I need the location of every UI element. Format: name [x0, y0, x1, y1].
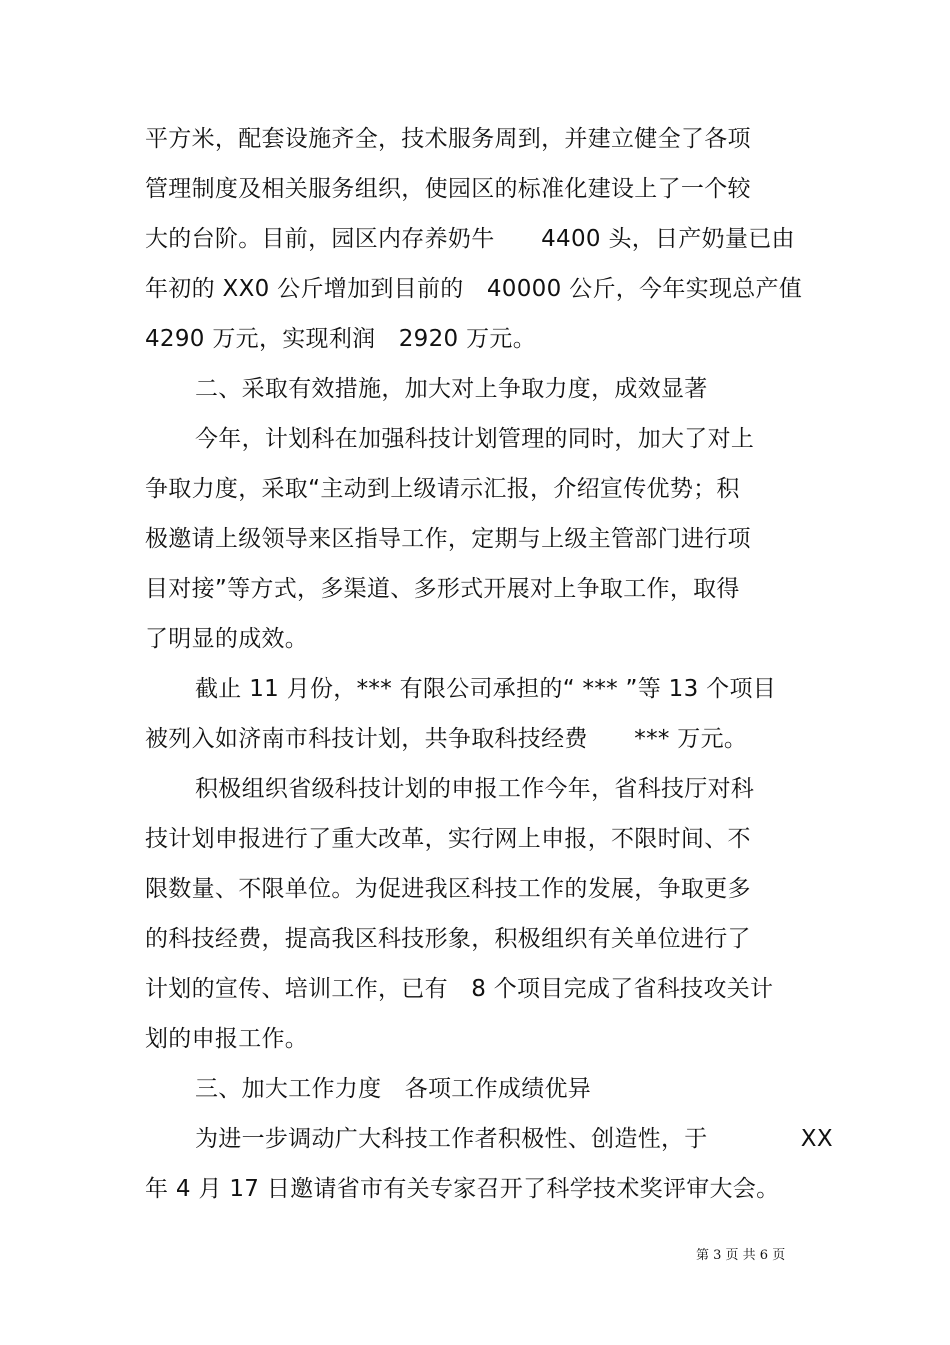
paragraph-line: 今年，计划科在加强科技计划管理的同时，加大了对上 — [195, 426, 755, 452]
paragraph-line: 积极组织省级科技计划的申报工作今年，省科技厅对科 — [195, 776, 755, 802]
paragraph-line: 极邀请上级领导来区指导工作，定期与上级主管部门进行项 — [145, 526, 751, 552]
section-heading: 二、采取有效措施，加大对上争取力度，成效显著 — [195, 376, 708, 402]
paragraph-line: 划的申报工作。 — [145, 1026, 309, 1052]
paragraph-line: 年初的 XX0 公斤增加到目前的 40000 公斤，今年实现总产值 — [145, 276, 803, 302]
page-number-footer: 第 3 页 共 6 页 — [696, 1248, 786, 1263]
paragraph-line: 的科技经费，提高我区科技形象，积极组织有关单位进行了 — [145, 926, 751, 952]
paragraph-line: 年 4 月 17 日邀请省市有关专家召开了科学技术奖评审大会。 — [145, 1176, 780, 1202]
paragraph-line: 4290 万元，实现利润 2920 万元。 — [145, 326, 536, 352]
paragraph-line: 计划的宣传、培训工作，已有 8 个项目完成了省科技攻关计 — [145, 976, 774, 1002]
paragraph-line: 被列入如济南市科技计划，共争取科技经费 *** 万元。 — [145, 726, 748, 752]
paragraph-line: 管理制度及相关服务组织，使园区的标准化建设上了一个较 — [145, 176, 751, 202]
section-heading: 三、加大工作力度 各项工作成绩优异 — [195, 1076, 592, 1102]
paragraph-line: 目对接”等方式，多渠道、多形式开展对上争取工作，取得 — [145, 576, 740, 602]
paragraph-line: 平方米，配套设施齐全，技术服务周到，并建立健全了各项 — [145, 126, 751, 152]
paragraph-line: 争取力度，采取“主动到上级请示汇报，介绍宣传优势；积 — [145, 476, 740, 502]
paragraph-line: 截止 11 月份，*** 有限公司承担的“ *** ”等 13 个项目 — [195, 676, 777, 702]
paragraph-line: 大的台阶。目前，园区内存养奶牛 4400 头，日产奶量已由 — [145, 226, 795, 252]
paragraph-line: 为进一步调动广大科技工作者积极性、创造性，于 XX — [195, 1126, 833, 1152]
paragraph-line: 限数量、不限单位。为促进我区科技工作的发展，争取更多 — [145, 876, 751, 902]
paragraph-line: 了明显的成效。 — [145, 626, 309, 652]
paragraph-line: 技计划申报进行了重大改革，实行网上申报，不限时间、不 — [145, 826, 751, 852]
